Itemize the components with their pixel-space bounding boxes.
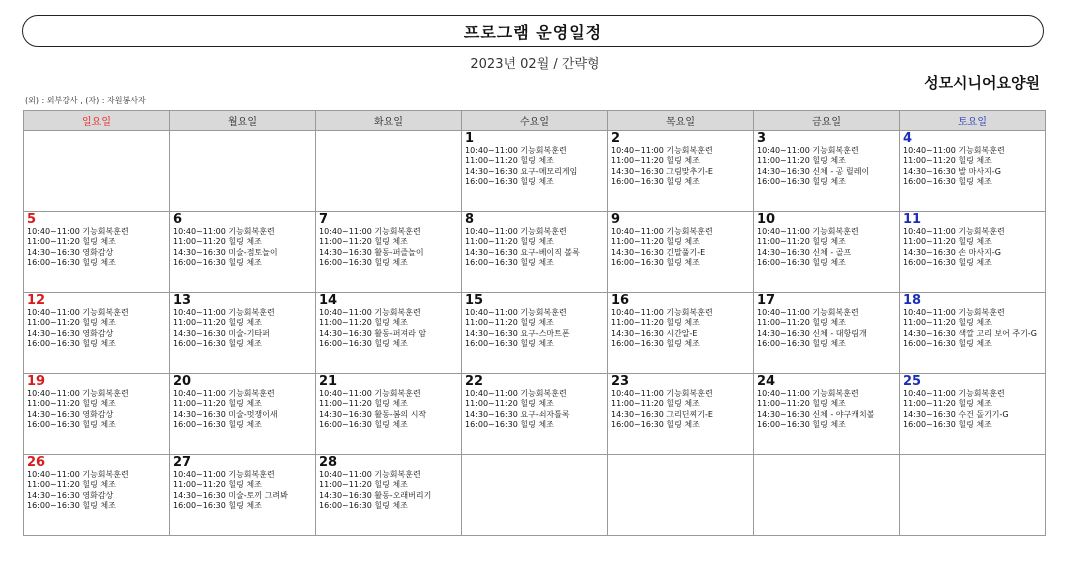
calendar-day-cell xyxy=(608,212,754,293)
calendar-day-cell xyxy=(170,131,316,212)
schedule-entry: 16:00~16:30 힐링 체조 xyxy=(27,339,116,349)
schedule-entry: 14:30~16:30 신체 - 공 릴레이 xyxy=(757,166,870,176)
day-number: 12 xyxy=(27,293,46,308)
schedule-entry: 14:30~16:30 영화감상 xyxy=(27,247,114,257)
calendar-day-cell xyxy=(608,455,754,536)
weekday-header-row xyxy=(24,111,1046,131)
calendar-day-cell xyxy=(754,374,900,455)
schedule-entry: 10:40~11:00 기능회복훈련 xyxy=(903,146,1005,155)
schedule-entry: 10:40~11:00 기능회복훈련 xyxy=(319,389,421,398)
day-number: 6 xyxy=(173,212,183,227)
schedule-entry: 14:30~16:30 신체 - 대항림개 xyxy=(757,328,867,338)
calendar-day-cell xyxy=(316,293,462,374)
calendar-week-row xyxy=(24,374,1046,455)
schedule-entry: 10:40~11:00 기능회복훈련 xyxy=(319,308,421,317)
schedule-entry: 14:30~16:30 그림맞추기-E xyxy=(611,166,713,176)
day-number: 13 xyxy=(173,293,192,308)
schedule-entry: 16:00~16:30 힐링 체조 xyxy=(27,258,116,268)
schedule-entry: 14:30~16:30 요구-메모리게임 xyxy=(465,166,578,176)
day-number: 11 xyxy=(903,212,922,227)
schedule-entry: 11:00~11:20 힐링 체조 xyxy=(903,237,992,247)
weekday-header-thu: 목요일 xyxy=(608,111,754,131)
schedule-entry: 16:00~16:30 힐링 체조 xyxy=(319,339,408,349)
calendar-day-cell xyxy=(462,212,608,293)
schedule-entry: 16:00~16:30 힐링 체조 xyxy=(319,420,408,430)
schedule-entry: 11:00~11:20 힐링 체조 xyxy=(173,480,262,490)
schedule-entry: 16:00~16:30 힐링 체조 xyxy=(465,339,554,349)
calendar-day-cell xyxy=(24,212,170,293)
schedule-entry: 11:00~11:20 힐링 체조 xyxy=(319,237,408,247)
schedule-entry: 10:40~11:00 기능회복훈련 xyxy=(27,470,129,479)
schedule-entry: 10:40~11:00 기능회복훈련 xyxy=(465,389,567,398)
day-number: 8 xyxy=(465,212,475,227)
day-number: 18 xyxy=(903,293,922,308)
schedule-entry: 16:00~16:30 힐링 체조 xyxy=(27,420,116,430)
schedule-entry: 14:30~16:30 활동-퍼즐놀이 xyxy=(319,247,424,257)
weekday-header-fri: 금요일 xyxy=(754,111,900,131)
schedule-entry: 16:00~16:30 힐링 체조 xyxy=(465,177,554,187)
schedule-entry: 10:40~11:00 기능회복훈련 xyxy=(173,227,275,236)
calendar-table xyxy=(23,110,1046,536)
calendar-week-row xyxy=(24,455,1046,536)
schedule-entry: 11:00~11:20 힐링 체조 xyxy=(465,156,554,166)
schedule-entry: 16:00~16:30 힐링 체조 xyxy=(757,258,846,268)
day-number: 3 xyxy=(757,131,767,146)
day-number: 14 xyxy=(319,293,338,308)
schedule-entry: 10:40~11:00 기능회복훈련 xyxy=(611,308,713,317)
calendar-day-cell xyxy=(462,293,608,374)
day-number: 25 xyxy=(903,374,922,389)
schedule-entry: 16:00~16:30 힐링 체조 xyxy=(757,339,846,349)
schedule-entry: 14:30~16:30 긴말풀기-E xyxy=(611,247,706,257)
schedule-entry: 10:40~11:00 기능회복훈련 xyxy=(757,227,859,236)
day-number: 15 xyxy=(465,293,484,308)
calendar-day-cell xyxy=(754,131,900,212)
schedule-entry: 14:30~16:30 영화감상 xyxy=(27,490,114,500)
schedule-entry: 14:30~16:30 미술-토끼 그려봐 xyxy=(173,490,288,500)
calendar-day-cell xyxy=(900,131,1046,212)
schedule-entry: 11:00~11:20 힐링 체조 xyxy=(611,399,700,409)
day-number: 22 xyxy=(465,374,484,389)
schedule-entry: 16:00~16:30 힐링 체조 xyxy=(757,177,846,187)
calendar-day-cell xyxy=(170,455,316,536)
schedule-entry: 10:40~11:00 기능회복훈련 xyxy=(27,389,129,398)
calendar-day-cell xyxy=(608,293,754,374)
calendar-day-cell xyxy=(170,212,316,293)
day-number: 1 xyxy=(465,131,475,146)
schedule-entry: 11:00~11:20 힐링 체조 xyxy=(611,156,700,166)
schedule-entry: 10:40~11:00 기능회복훈련 xyxy=(465,227,567,236)
calendar-day-cell xyxy=(316,374,462,455)
schedule-entry: 16:00~16:30 힐링 체조 xyxy=(903,177,992,187)
schedule-entry: 10:40~11:00 기능회복훈련 xyxy=(319,227,421,236)
calendar-day-cell xyxy=(754,293,900,374)
page-subtitle: 2023년 02월 / 간략형 xyxy=(470,57,600,72)
day-number: 2 xyxy=(611,131,621,146)
calendar-day-cell xyxy=(316,455,462,536)
schedule-entry: 14:30~16:30 요구-스마트폰 xyxy=(465,328,570,338)
schedule-entry: 14:30~16:30 활동-봄의 시작 xyxy=(319,409,427,419)
schedule-entry: 11:00~11:20 힐링 체조 xyxy=(465,318,554,328)
page-title: 프로그램 운영일정 xyxy=(463,22,603,42)
schedule-entry: 10:40~11:00 기능회복훈련 xyxy=(611,227,713,236)
schedule-entry: 11:00~11:20 힐링 체조 xyxy=(757,156,846,166)
calendar-day-cell xyxy=(900,374,1046,455)
schedule-entry: 10:40~11:00 기능회복훈련 xyxy=(173,308,275,317)
schedule-entry: 16:00~16:30 힐링 체조 xyxy=(611,339,700,349)
title-banner xyxy=(22,15,1044,47)
day-number: 24 xyxy=(757,374,776,389)
day-number: 28 xyxy=(319,455,338,470)
weekday-header-sat: 토요일 xyxy=(900,111,1046,131)
schedule-entry: 14:30~16:30 손 마사지-G xyxy=(903,247,1001,257)
day-number: 5 xyxy=(27,212,37,227)
calendar-day-cell xyxy=(24,374,170,455)
calendar-week-row xyxy=(24,212,1046,293)
schedule-entry: 10:40~11:00 기능회복훈련 xyxy=(757,308,859,317)
schedule-entry: 11:00~11:20 힐링 체조 xyxy=(757,399,846,409)
calendar-day-cell xyxy=(462,131,608,212)
weekday-header-tue: 화요일 xyxy=(316,111,462,131)
schedule-entry: 11:00~11:20 힐링 체조 xyxy=(319,399,408,409)
schedule-entry: 16:00~16:30 힐링 체조 xyxy=(611,177,700,187)
schedule-entry: 14:30~16:30 발 마사지-G xyxy=(903,166,1001,176)
schedule-entry: 10:40~11:00 기능회복훈련 xyxy=(757,146,859,155)
calendar-day-cell xyxy=(24,131,170,212)
schedule-entry: 14:30~16:30 신체 - 야구캐치볼 xyxy=(757,409,875,419)
schedule-entry: 16:00~16:30 힐링 체조 xyxy=(173,501,262,511)
schedule-entry: 16:00~16:30 힐링 체조 xyxy=(465,258,554,268)
day-number: 23 xyxy=(611,374,630,389)
schedule-entry: 11:00~11:20 힐링 체조 xyxy=(903,318,992,328)
calendar-day-cell xyxy=(754,455,900,536)
calendar-body xyxy=(24,131,1046,536)
schedule-entry: 10:40~11:00 기능회복훈련 xyxy=(319,470,421,479)
day-number: 4 xyxy=(903,131,913,146)
schedule-entry: 10:40~11:00 기능회복훈련 xyxy=(903,389,1005,398)
calendar-day-cell xyxy=(170,374,316,455)
calendar-day-cell xyxy=(316,131,462,212)
day-number: 17 xyxy=(757,293,776,308)
schedule-entry: 11:00~11:20 힐링 체조 xyxy=(611,237,700,247)
schedule-entry: 10:40~11:00 기능회복훈련 xyxy=(611,389,713,398)
schedule-entry: 14:30~16:30 활동-오래버리기 xyxy=(319,490,432,500)
schedule-entry: 11:00~11:20 힐링 체조 xyxy=(319,318,408,328)
calendar-day-cell xyxy=(754,212,900,293)
schedule-entry: 10:40~11:00 기능회복훈련 xyxy=(903,227,1005,236)
legend-note: (외) : 외부강사 , (자) : 자원봉사자 xyxy=(25,96,146,105)
schedule-entry: 14:30~16:30 색깔 고리 보어 주기-G xyxy=(903,328,1037,338)
schedule-entry: 10:40~11:00 기능회복훈련 xyxy=(611,146,713,155)
day-number: 16 xyxy=(611,293,630,308)
schedule-entry: 10:40~11:00 기능회복훈련 xyxy=(465,308,567,317)
schedule-entry: 11:00~11:20 힐링 체조 xyxy=(319,480,408,490)
schedule-entry: 16:00~16:30 힐링 체조 xyxy=(173,258,262,268)
calendar-day-cell xyxy=(900,455,1046,536)
schedule-entry: 16:00~16:30 힐링 체조 xyxy=(319,501,408,511)
schedule-entry: 11:00~11:20 힐링 체조 xyxy=(27,480,116,490)
schedule-entry: 14:30~16:30 시간알-E xyxy=(611,328,698,338)
day-number: 19 xyxy=(27,374,46,389)
weekday-header-sun: 일요일 xyxy=(24,111,170,131)
schedule-entry: 11:00~11:20 힐링 체조 xyxy=(757,237,846,247)
schedule-entry: 14:30~16:30 미술-멋쟁이새 xyxy=(173,409,278,419)
schedule-entry: 11:00~11:20 힐링 체조 xyxy=(27,237,116,247)
schedule-entry: 16:00~16:30 힐링 체조 xyxy=(173,420,262,430)
schedule-entry: 11:00~11:20 힐링 체조 xyxy=(173,399,262,409)
schedule-entry: 14:30~16:30 영화감상 xyxy=(27,328,114,338)
calendar-day-cell xyxy=(170,293,316,374)
schedule-entry: 14:30~16:30 미술-기타퍼 xyxy=(173,328,270,338)
schedule-entry: 10:40~11:00 기능회복훈련 xyxy=(173,470,275,479)
weekday-header-mon: 월요일 xyxy=(170,111,316,131)
calendar-day-cell xyxy=(462,455,608,536)
schedule-entry: 10:40~11:00 기능회복훈련 xyxy=(757,389,859,398)
calendar-day-cell xyxy=(900,293,1046,374)
schedule-entry: 11:00~11:20 힐링 체조 xyxy=(173,237,262,247)
schedule-entry: 10:40~11:00 기능회복훈련 xyxy=(903,308,1005,317)
schedule-entry: 14:30~16:30 미술-점토놀이 xyxy=(173,247,278,257)
day-number: 10 xyxy=(757,212,776,227)
day-number: 7 xyxy=(319,212,329,227)
schedule-entry: 11:00~11:20 힐링 체조 xyxy=(757,318,846,328)
schedule-entry: 10:40~11:00 기능회복훈련 xyxy=(27,308,129,317)
schedule-entry: 11:00~11:20 힐링 체조 xyxy=(903,156,992,166)
schedule-entry: 10:40~11:00 기능회복훈련 xyxy=(27,227,129,236)
day-number: 20 xyxy=(173,374,192,389)
schedule-entry: 16:00~16:30 힐링 체조 xyxy=(903,258,992,268)
calendar-day-cell xyxy=(608,374,754,455)
schedule-entry: 10:40~11:00 기능회복훈련 xyxy=(173,389,275,398)
schedule-entry: 11:00~11:20 힐링 체조 xyxy=(173,318,262,328)
schedule-entry: 16:00~16:30 힐링 체조 xyxy=(757,420,846,430)
calendar-week-row xyxy=(24,293,1046,374)
day-number: 26 xyxy=(27,455,46,470)
calendar-day-cell xyxy=(900,212,1046,293)
schedule-entry: 14:30~16:30 신체 - 골프 xyxy=(757,247,852,257)
schedule-entry: 11:00~11:20 힐링 체조 xyxy=(465,399,554,409)
schedule-entry: 16:00~16:30 힐링 체조 xyxy=(465,420,554,430)
schedule-entry: 11:00~11:20 힐링 체조 xyxy=(27,318,116,328)
schedule-entry: 16:00~16:30 힐링 체조 xyxy=(903,339,992,349)
schedule-entry: 11:00~11:20 힐링 체조 xyxy=(465,237,554,247)
schedule-entry: 14:30~16:30 그리딘찌기-E xyxy=(611,409,713,419)
schedule-entry: 14:30~16:30 영화감상 xyxy=(27,409,114,419)
schedule-entry: 16:00~16:30 힐링 체조 xyxy=(173,339,262,349)
calendar-day-cell xyxy=(24,293,170,374)
schedule-entry: 11:00~11:20 힐링 체조 xyxy=(611,318,700,328)
schedule-entry: 11:00~11:20 힐링 체조 xyxy=(903,399,992,409)
schedule-entry: 16:00~16:30 힐링 체조 xyxy=(611,258,700,268)
calendar-week-row xyxy=(24,131,1046,212)
schedule-entry: 14:30~16:30 요구-베이직 볼록 xyxy=(465,247,580,257)
day-number: 9 xyxy=(611,212,621,227)
schedule-entry: 14:30~16:30 요구-쇠자틀록 xyxy=(465,409,570,419)
day-number: 27 xyxy=(173,455,192,470)
schedule-entry: 11:00~11:20 힐링 체조 xyxy=(27,399,116,409)
calendar-day-cell xyxy=(316,212,462,293)
schedule-entry: 16:00~16:30 힐링 체조 xyxy=(903,420,992,430)
schedule-entry: 14:30~16:30 수건 돌기기-G xyxy=(903,409,1009,419)
calendar-day-cell xyxy=(608,131,754,212)
day-number: 21 xyxy=(319,374,338,389)
schedule-entry: 16:00~16:30 힐링 체조 xyxy=(611,420,700,430)
schedule-entry: 10:40~11:00 기능회복훈련 xyxy=(465,146,567,155)
schedule-entry: 14:30~16:30 활동-퍼져라 암 xyxy=(319,328,427,338)
schedule-entry: 16:00~16:30 힐링 체조 xyxy=(319,258,408,268)
schedule-entry: 16:00~16:30 힐링 체조 xyxy=(27,501,116,511)
calendar-day-cell xyxy=(462,374,608,455)
organization-name: 성모시니어요양원 xyxy=(924,74,1040,92)
weekday-header-wed: 수요일 xyxy=(462,111,608,131)
calendar-day-cell xyxy=(24,455,170,536)
